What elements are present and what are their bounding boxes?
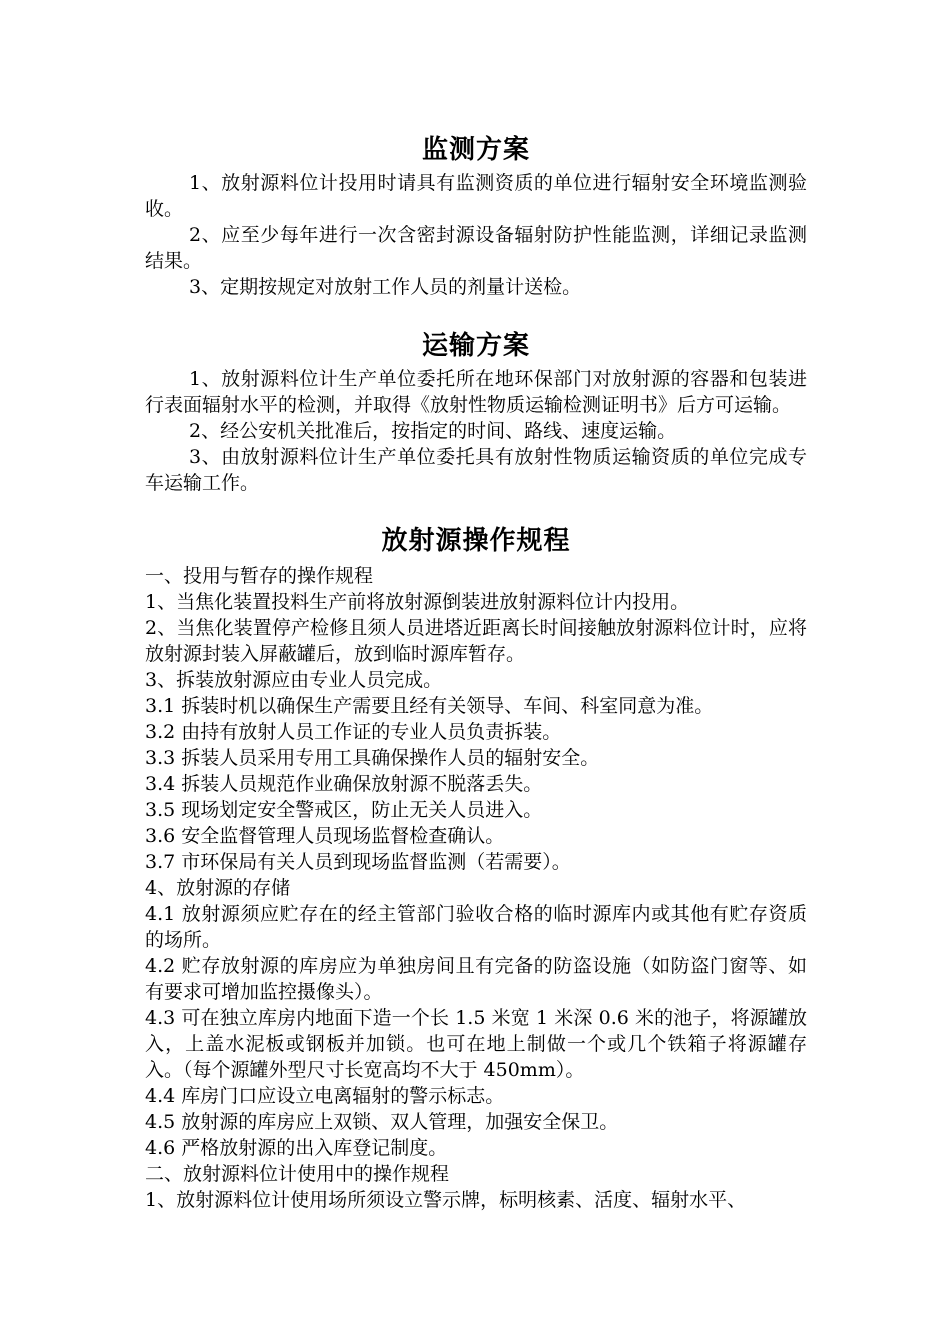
monitoring-item-2: 2、应至少每年进行一次含密封源设备辐射防护性能监测，详细记录监测结果。 bbox=[145, 224, 807, 272]
transport-item-2: 2、经公安机关批准后，按指定的时间、路线、速度运输。 bbox=[189, 420, 677, 442]
procedure-line: 3.2 由持有放射人员工作证的专业人员负责拆装。 bbox=[145, 721, 562, 743]
procedure-line: 3.6 安全监督管理人员现场监督检查确认。 bbox=[145, 825, 505, 847]
procedure-line: 3.3 拆装人员采用专用工具确保操作人员的辐射安全。 bbox=[145, 747, 600, 769]
section-spacer bbox=[145, 496, 807, 523]
procedure-line: 3.7 市环保局有关人员到现场监督监测（若需要）。 bbox=[145, 851, 571, 873]
section-spacer bbox=[145, 300, 807, 328]
procedure-line: 1、当焦化装置投料生产前将放射源倒装进放射源料位计内投用。 bbox=[145, 591, 690, 613]
procedure-line: 3.5 现场划定安全警戒区，防止无关人员进入。 bbox=[145, 799, 543, 821]
procedure-line: 4.6 严格放射源的出入库登记制度。 bbox=[145, 1137, 448, 1159]
procedures-title: 放射源操作规程 bbox=[381, 526, 571, 556]
procedure-line: 4.2 贮存放射源的库房应为单独房间且有完备的防盗设施（如防盗门窗等、如有要求可增加监控摄像头）。 bbox=[145, 955, 807, 1003]
document-body bbox=[145, 132, 807, 1213]
procedure-line: 2、当焦化装置停产检修且须人员进塔近距离长时间接触放射源料位计时，应将放射源封装入屏蔽罐后，放到临时源库暂存。 bbox=[145, 617, 807, 665]
transport-item-1: 1、放射源料位计生产单位委托所在地环保部门对放射源的容器和包装进行表面辐射水平的检测，并取得《放射性物质运输检测证明书》后方可运输。 bbox=[145, 368, 807, 416]
procedure-line: 二、放射源料位计使用中的操作规程 bbox=[145, 1163, 450, 1185]
procedure-line: 3.4 拆装人员规范作业确保放射源不脱落丢失。 bbox=[145, 773, 543, 795]
transport-title: 运输方案 bbox=[421, 331, 530, 361]
procedure-line: 4、放射源的存储 bbox=[145, 877, 291, 899]
procedure-line: 1、放射源料位计使用场所须设立警示牌，标明核素、活度、辐射水平、 bbox=[145, 1189, 747, 1211]
transport-item-3: 3、由放射源料位计生产单位委托具有放射性物质运输资质的单位完成专车运输工作。 bbox=[145, 446, 807, 494]
procedure-line: 4.5 放射源的库房应上双锁、双人管理，加强安全保卫。 bbox=[145, 1111, 619, 1133]
procedure-line: 4.4 库房门口应设立电离辐射的警示标志。 bbox=[145, 1085, 505, 1107]
procedure-line: 4.1 放射源须应贮存在的经主管部门验收合格的临时源库内或其他有贮存资质的场所。 bbox=[145, 903, 807, 951]
monitoring-title: 监测方案 bbox=[421, 135, 530, 165]
procedure-line: 4.3 可在独立库房内地面下造一个长 1.5 米宽 1 米深 0.6 米的池子，将源罐放入，上盖水泥板或钢板并加锁。也可在地上制做一个或几个铁箱子将源罐存入。（每个源罐外型尺寸长宽高均不大于 450mm）。 bbox=[145, 1007, 807, 1081]
procedure-line: 3.1 拆装时机以确保生产需要且经有关领导、车间、科室同意为准。 bbox=[145, 695, 714, 717]
monitoring-item-3: 3、定期按规定对放射工作人员的剂量计送检。 bbox=[189, 276, 582, 298]
monitoring-item-1: 1、放射源料位计投用时请具有监测资质的单位进行辐射安全环境监测验收。 bbox=[145, 172, 807, 220]
procedure-line: 3、拆装放射源应由专业人员完成。 bbox=[145, 669, 443, 691]
procedure-line: 一、投用与暂存的操作规程 bbox=[145, 565, 374, 587]
